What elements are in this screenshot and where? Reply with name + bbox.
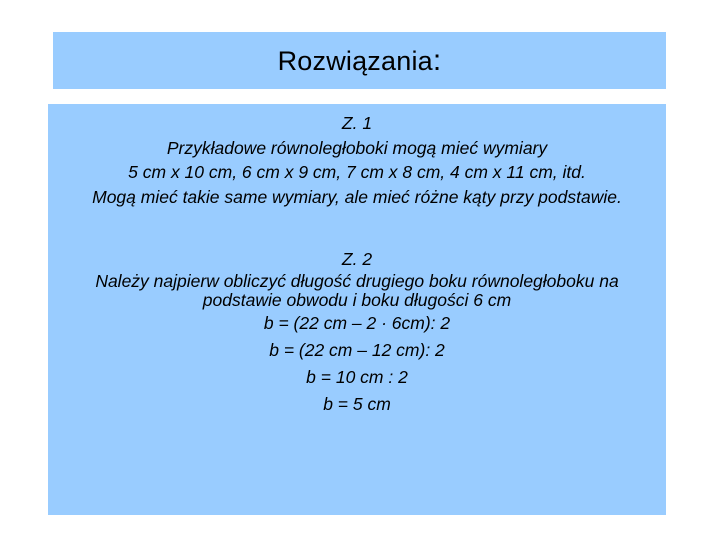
task2-formula-1: b = (22 cm – 2 · 6cm): 2 (263, 312, 451, 333)
task2-line-1: Należy najpierw obliczyć długość drugiego boku równoległoboku na (95, 270, 619, 291)
title-box (53, 32, 666, 89)
task1-line-1: Przykładowe równoległoboki mogą mieć wymiary (166, 137, 548, 158)
task2-formula-2: b = (22 cm – 12 cm): 2 (269, 339, 445, 360)
slide-title (278, 44, 442, 78)
slide-title-text: Rozwiązania (277, 45, 433, 76)
task1-line-3: Mogą mieć takie same wymiary, ale mieć różne kąty przy podstawie. (92, 186, 622, 207)
task2-heading: Z. 2 (341, 249, 373, 269)
task2-formula-4: b = 5 cm (323, 393, 391, 414)
task2-formula-3: b = 10 cm : 2 (306, 366, 408, 387)
task1-line-2: 5 cm x 10 cm, 6 cm x 9 cm, 7 cm x 8 cm, 4 cm x 11 cm, itd. (128, 162, 586, 182)
section-spacer (48, 209, 666, 247)
content-box (48, 104, 666, 515)
task2-line-2: podstawie obwodu i boku długości 6 cm (202, 289, 512, 310)
slide-title-colon: : (432, 43, 442, 77)
task1-heading: Z. 1 (341, 113, 373, 133)
solutions-content (48, 111, 666, 418)
